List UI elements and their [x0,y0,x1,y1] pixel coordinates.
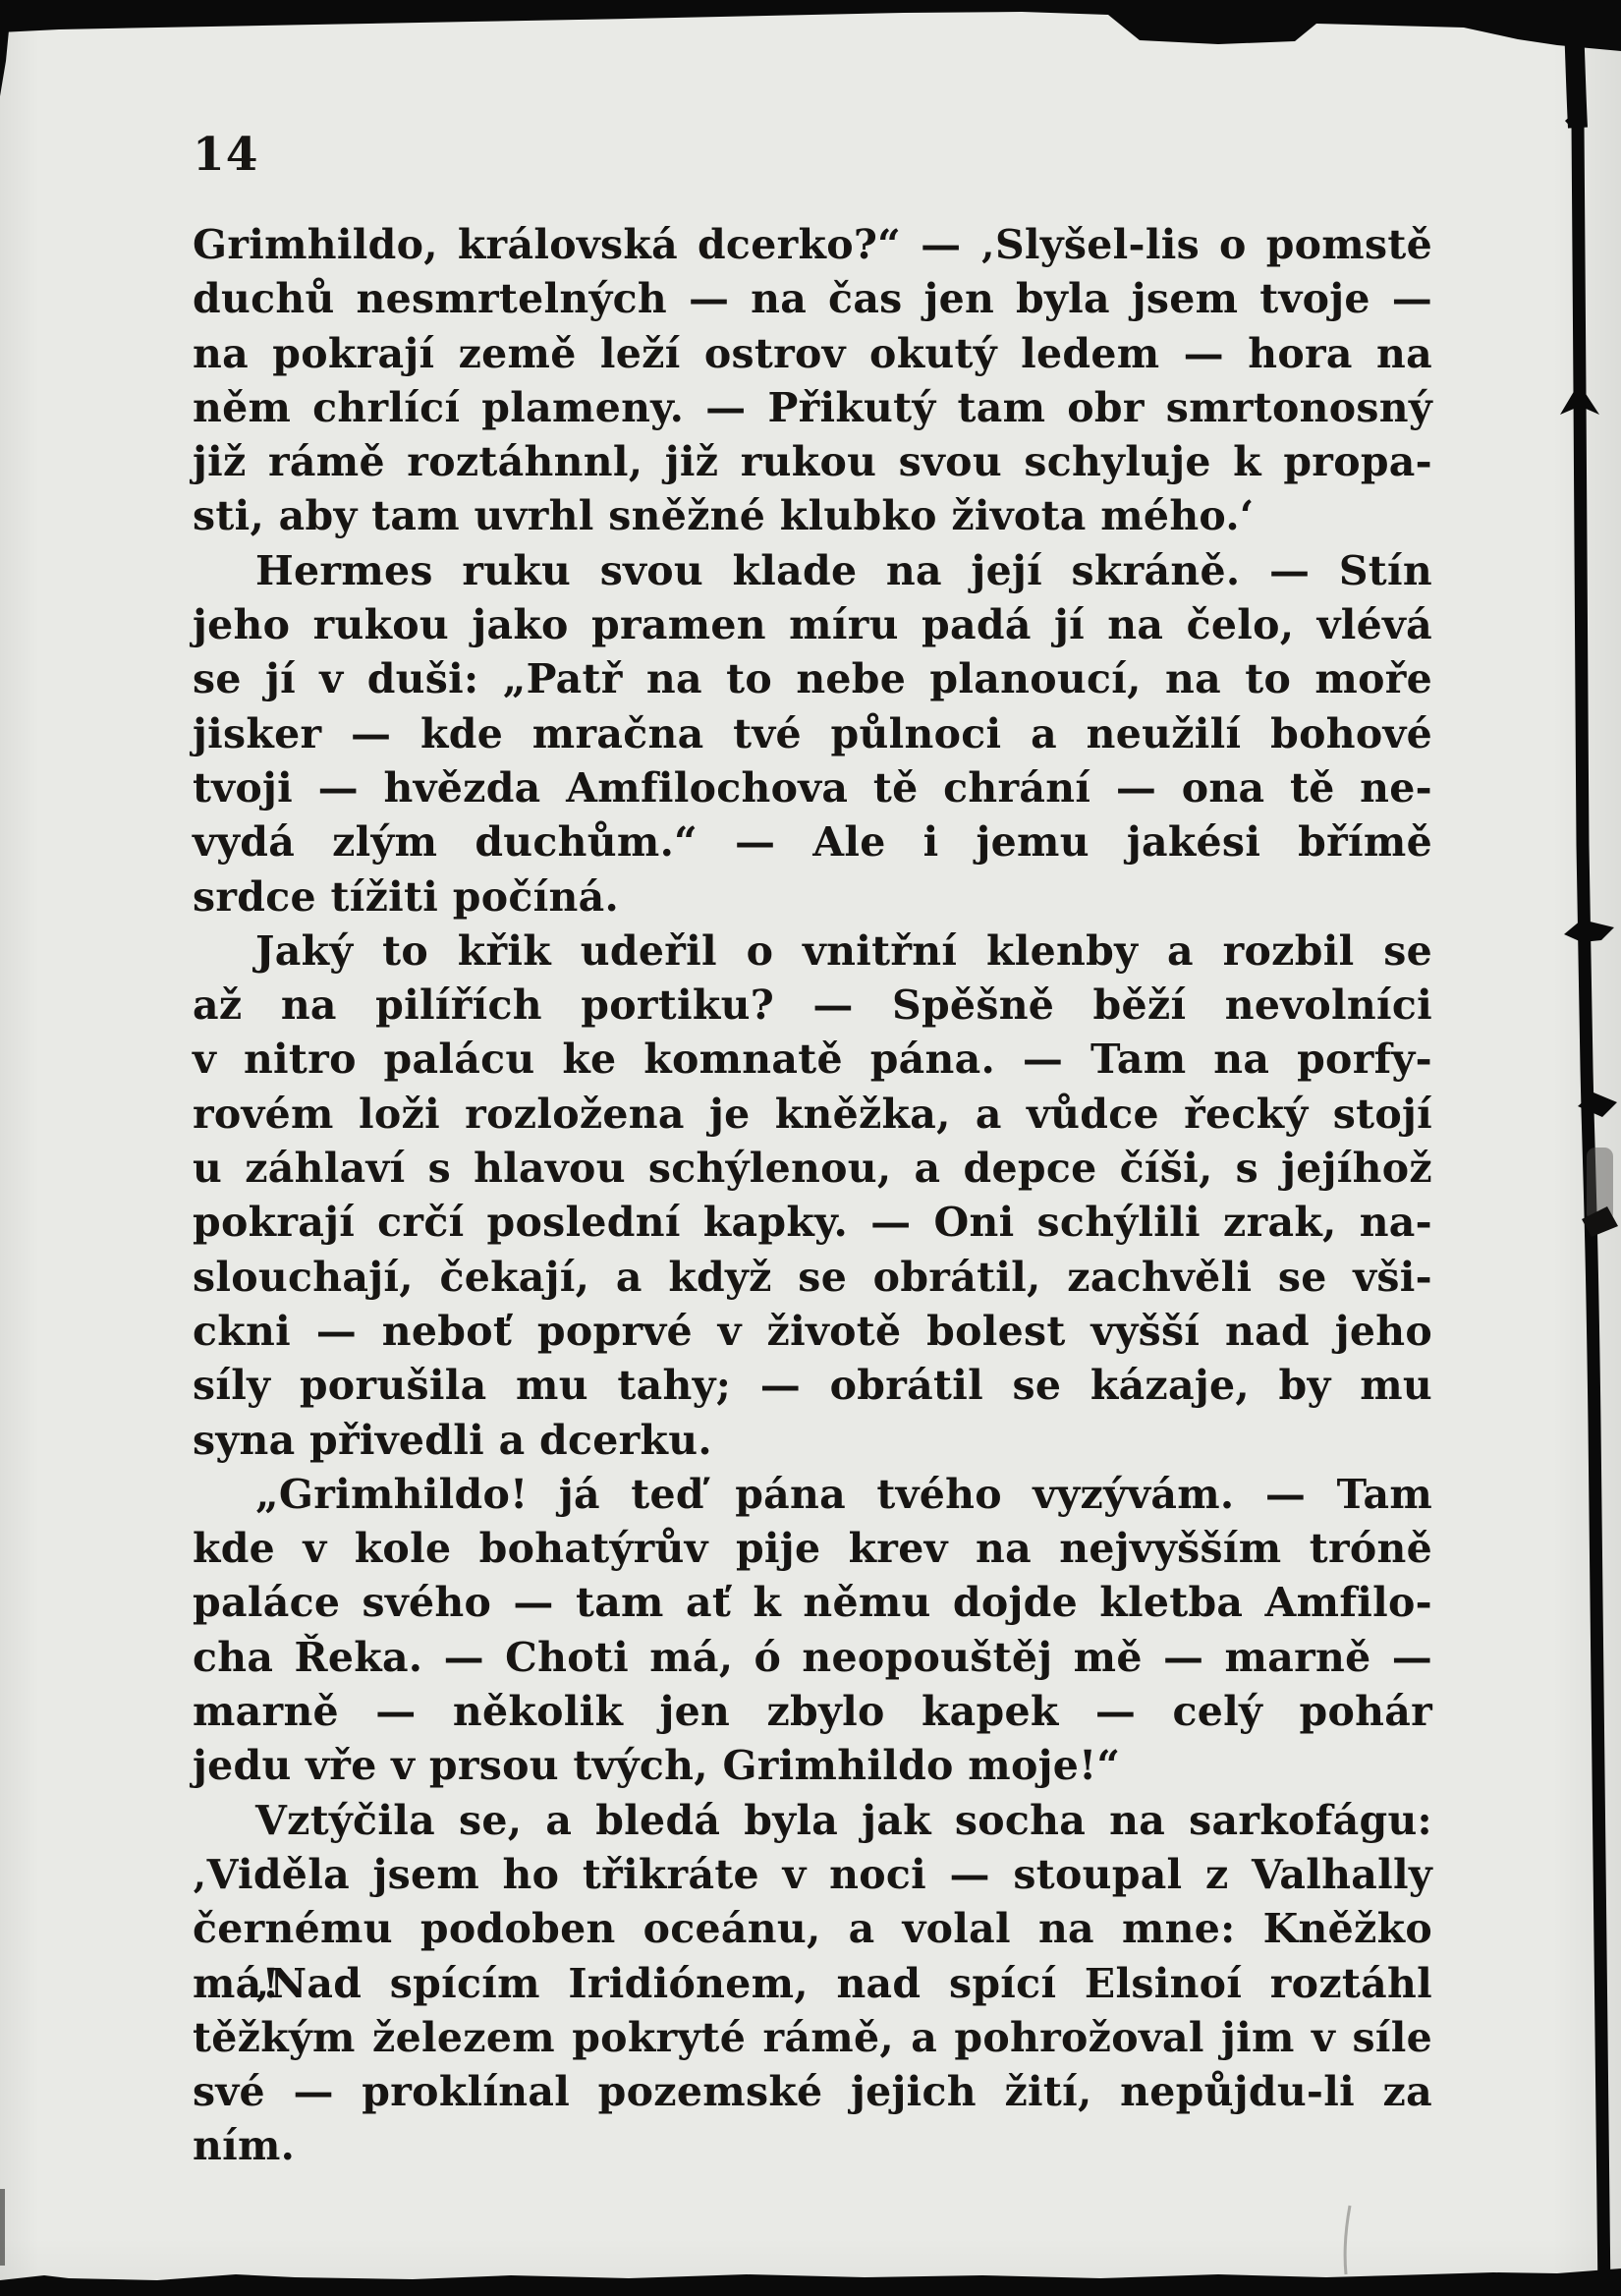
page-number: 14 [193,128,259,182]
text-line: v nitro palácu ke komnatě pána. — Tam na porfy- [193,1036,1432,1084]
text-line: duchů nesmrtelných — na čas jen byla jsem tvoje — [193,275,1432,323]
text-line: ‚Nad spícím Iridiónem, nad spící Elsinoí roztáhl [255,1959,1432,2007]
text-line: paláce svého — tam ať k němu dojde kletba Amfilo- [193,1579,1432,1627]
text-line: jisker — kde mračna tvé půlnoci a neužilí bohové [193,709,1432,757]
text-line: Vztýčila se, a bledá byla jak socha na sarkofágu: [255,1796,1432,1844]
text-line: marně — několik jen zbylo kapek — celý pohár [193,1688,1432,1736]
text-line: černému podoben oceánu, a volal na mne: Kněžko má! [193,1905,1432,2007]
text-line: na pokrají země leží ostrov okutý ledem — hora na [193,329,1432,377]
text-line: ckni — neboť poprvé v životě bolest vyšší nad jeho [193,1307,1432,1355]
scan-edge-top [0,0,1621,96]
text-line: jedu vře v prsou tvých, Grimhildo moje!“ [193,1742,1121,1790]
text-line: „Grimhildo! já teď pána tvého vyzývám. — Tam [255,1470,1432,1518]
text-line: Hermes ruku svou klade na její skráně. — Stín [255,546,1432,594]
text-line: cha Řeka. — Choti má, ó neopouštěj mě — marně — [193,1633,1432,1681]
text-line: něm chrlící plameny. — Přikutý tam obr smrtonosný [193,383,1432,431]
text-line: srdce tížiti počíná. [193,872,620,921]
text-line: vydá zlým duchům.“ — Ale i jemu jakési břímě [193,818,1432,867]
text-line: již rámě roztáhnnl, již rukou svou schyluje k propa- [193,438,1432,486]
text-line: Grimhildo, královská dcerko?“ — ‚Slyšel-lis o pomstě [193,221,1432,268]
text-line: rovém loži rozložena je kněžka, a vůdce řecký stojí [193,1090,1432,1138]
text-line: sti, aby tam uvrhl sněžné klubko života mého.‘ [193,492,1255,540]
text-line: až na pilířích portiku? — Spěšně běží nevolníci [193,981,1432,1030]
text-line: tvoji — hvězda Amfilochova tě chrání — ona tě ne- [193,763,1432,812]
page-text [193,218,1432,2170]
text-line: jeho rukou jako pramen míru padá jí na čelo, vlévá [193,601,1432,649]
text-line: kde v kole bohatýrův pije krev na nejvyšším tróně [193,1525,1432,1573]
text-line: síly porušila mu tahy; — obrátil se kázaje, by mu [193,1362,1432,1410]
text-line: ‚Viděla jsem ho třikráte v noci — stoupal z Valhally [193,1850,1432,1898]
text-line: slouchají, čekají, a když se obrátil, zachvěli se vši- [193,1253,1432,1301]
text-line: Jaký to křik udeřil o vnitřní klenby a rozbil se [255,926,1432,975]
text-line: své — proklínal pozemské jejich žití, nepůjdu-li za ním. [193,2068,1432,2170]
text-line: těžkým železem pokryté rámě, a pohrožoval jim v síle [193,2013,1432,2061]
text-line: u záhlaví s hlavou schýlenou, a depce číši, s jejíhož [193,1145,1432,1193]
text-line: syna přivedli a dcerku. [193,1416,712,1464]
text-line: se jí v duši: „Patř na to nebe planoucí, na to moře [193,655,1432,703]
scan-edge-bottom [0,2189,1621,2296]
text-line: pokrají crčí poslední kapky. — Oni schýlili zrak, na- [193,1199,1432,1247]
